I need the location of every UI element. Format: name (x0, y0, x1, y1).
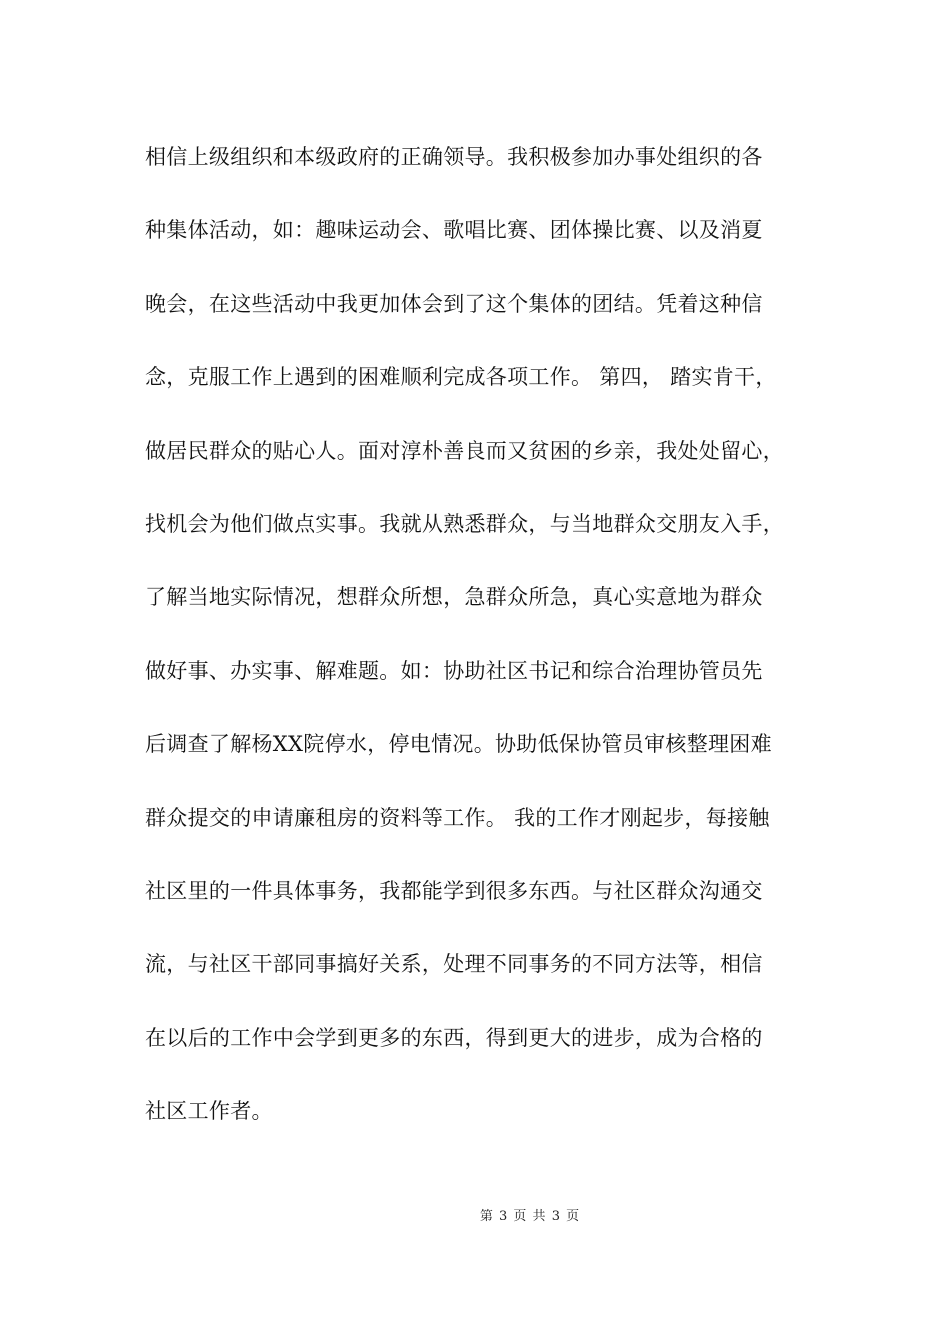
body-text (145, 132, 845, 1159)
text-line: 后调查了解杨XX院停水，停电情况。协助低保协管员审核整理困难 (145, 732, 772, 757)
page-footer: 第 3 页 共 3 页 (479, 1209, 581, 1224)
text-line: 念，克服工作上遇到的困难顺利完成各项工作。 第四， 踏实肯干， (145, 365, 777, 390)
text-line: 社区里的一件具体事务，我都能学到很多东西。与社区群众沟通交 (145, 878, 763, 903)
text-line: 做居民群众的贴心人。面对淳朴善良而又贫困的乡亲，我处处留心， (145, 438, 784, 463)
text-line: 流，与社区干部同事搞好关系，处理不同事务的不同方法等，相信 (145, 952, 763, 977)
text-line: 种集体活动，如：趣味运动会、歌唱比赛、团体操比赛、以及消夏 (145, 218, 763, 243)
text-line: 社区工作者。 (145, 1099, 273, 1124)
text-line: 了解当地实际情况，想群众所想，急群众所急，真心实意地为群众 (145, 585, 763, 610)
text-line: 相信上级组织和本级政府的正确领导。我积极参加办事处组织的各 (145, 145, 763, 169)
text-line: 做好事、办实事、解难题。如：协助社区书记和综合治理协管员先 (145, 658, 763, 683)
text-line: 群众提交的申请廉租房的资料等工作。 我的工作才刚起步，每接触 (145, 805, 770, 830)
text-line: 在以后的工作中会学到更多的东西，得到更大的进步，成为合格的 (145, 1025, 763, 1050)
text-line: 晚会，在这些活动中我更加体会到了这个集体的团结。凭着这种信 (145, 291, 763, 316)
text-line: 找机会为他们做点实事。我就从熟悉群众，与当地群众交朋友入手， (145, 511, 784, 536)
